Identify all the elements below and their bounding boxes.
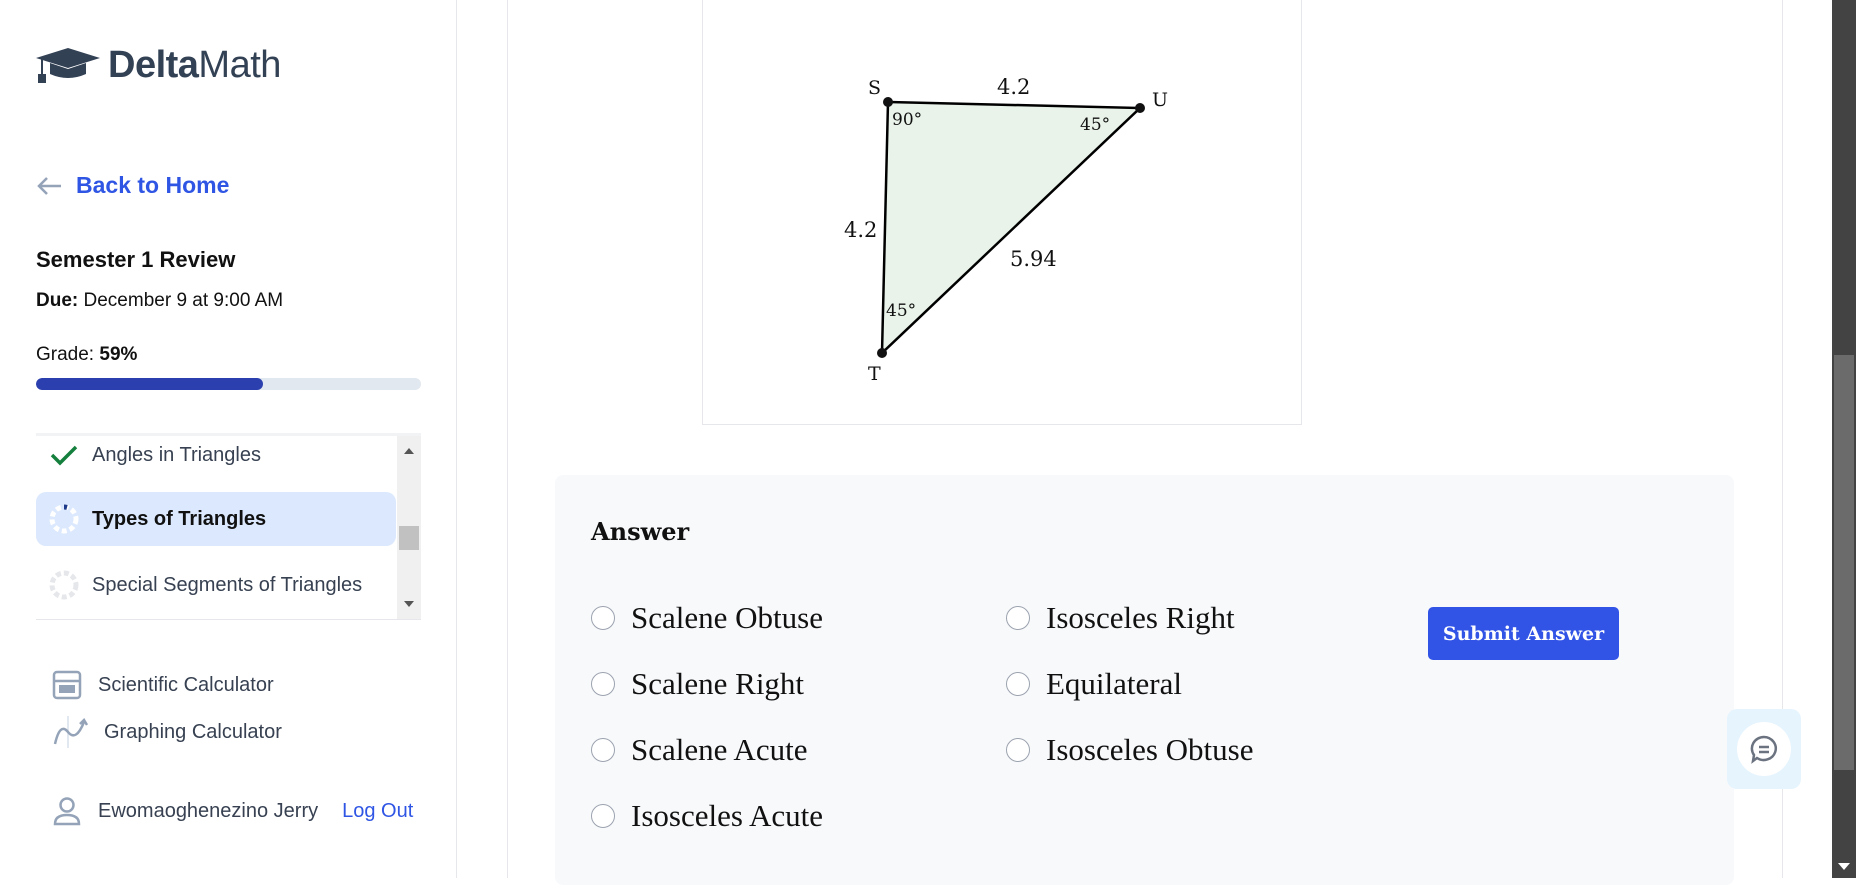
content-border-left [507, 0, 508, 878]
radio-button[interactable] [591, 738, 615, 762]
option-scalene-obtuse[interactable] [591, 600, 823, 636]
progress-ring-icon [36, 569, 92, 601]
option-scalene-right[interactable] [591, 666, 804, 702]
skill-item-special-segments[interactable] [36, 558, 396, 612]
vertex-u [1135, 103, 1145, 113]
scientific-calculator-link[interactable] [52, 670, 274, 700]
label-s: S [868, 77, 882, 99]
assignment-title: Semester 1 Review [36, 247, 236, 272]
label-u: U [1152, 89, 1169, 111]
angle-t-label: 45° [886, 301, 917, 321]
grade-progress-fill [36, 378, 263, 390]
page-scrollbar-thumb[interactable] [1834, 355, 1854, 770]
option-label: Scalene Right [631, 666, 805, 701]
answer-heading: Answer [591, 517, 690, 546]
option-label: Isosceles Acute [631, 798, 823, 833]
side-st-label: 4.2 [844, 218, 878, 242]
graduation-cap-icon [36, 46, 100, 86]
user-info [52, 796, 413, 826]
vertex-s [883, 97, 893, 107]
skills-list [36, 433, 421, 620]
triangle-shape [882, 102, 1140, 353]
option-isosceles-acute[interactable] [591, 798, 823, 834]
option-scalene-acute[interactable] [591, 732, 807, 768]
angle-u-label: 45° [1080, 115, 1111, 135]
back-to-home-link[interactable] [36, 172, 229, 199]
tool-label: Graphing Calculator [104, 720, 282, 743]
radio-button[interactable] [591, 606, 615, 630]
grade-value: 59% [99, 344, 138, 365]
progress-ring-icon [36, 503, 92, 535]
logo-part1: Delta [108, 44, 199, 86]
grade-label: Grade: [36, 344, 95, 365]
user-name: Ewomaoghenezino Jerry [98, 799, 319, 822]
chat-bubble [1737, 722, 1791, 776]
due-value: December 9 at 9:00 AM [83, 290, 284, 311]
side-su-label: 4.2 [997, 75, 1031, 99]
scroll-down-arrow-icon[interactable] [404, 601, 414, 607]
chat-widget-button[interactable] [1727, 709, 1801, 789]
option-label: Scalene Obtuse [631, 600, 823, 635]
radio-button[interactable] [1006, 606, 1030, 630]
logo-part2: Math [198, 44, 281, 86]
page-scrollbar[interactable] [1832, 0, 1856, 878]
grade [36, 344, 137, 366]
skill-label: Angles in Triangles [92, 443, 261, 466]
tool-label: Scientific Calculator [98, 673, 274, 696]
option-label: Equilateral [1046, 666, 1182, 701]
graph-icon [52, 716, 88, 748]
option-label: Isosceles Obtuse [1046, 732, 1254, 767]
skill-label: Types of Triangles [92, 507, 267, 530]
scrollbar-thumb[interactable] [399, 526, 419, 550]
check-icon [36, 444, 92, 466]
skills-scrollbar[interactable] [397, 436, 421, 619]
answer-panel [555, 475, 1734, 885]
option-label: Scalene Acute [631, 732, 808, 767]
back-label: Back to Home [76, 172, 230, 198]
due-date [36, 290, 283, 312]
radio-button[interactable] [1006, 738, 1030, 762]
logout-link[interactable]: Log Out [342, 799, 414, 822]
vertex-t [877, 348, 887, 358]
grade-progress-bar [36, 378, 421, 390]
side-tu-label: 5.94 [1010, 247, 1057, 271]
triangle-figure [702, 0, 1302, 425]
skill-item-angles-in-triangles[interactable] [36, 433, 396, 482]
skill-label: Special Segments of Triangles [92, 573, 363, 596]
deltamath-logo[interactable] [36, 44, 281, 87]
radio-button[interactable] [591, 672, 615, 696]
calculator-icon [52, 670, 82, 700]
sidebar [0, 0, 457, 878]
option-isosceles-right[interactable] [1006, 600, 1235, 636]
label-t: T [868, 363, 881, 385]
graphing-calculator-link[interactable] [52, 716, 282, 748]
scroll-down-arrow-icon[interactable] [1838, 863, 1850, 870]
radio-button[interactable] [1006, 672, 1030, 696]
option-isosceles-obtuse[interactable] [1006, 732, 1253, 768]
submit-answer-button[interactable]: Submit Answer [1428, 607, 1619, 660]
user-icon [52, 796, 82, 826]
chat-icon [1749, 734, 1779, 764]
scroll-up-arrow-icon[interactable] [404, 448, 414, 454]
option-equilateral[interactable] [1006, 666, 1182, 702]
arrow-left-icon [36, 176, 62, 196]
radio-button[interactable] [591, 804, 615, 828]
due-label: Due: [36, 290, 79, 311]
skill-item-types-of-triangles[interactable] [36, 492, 396, 546]
option-label: Isosceles Right [1046, 600, 1235, 635]
angle-s-label: 90° [892, 110, 923, 130]
